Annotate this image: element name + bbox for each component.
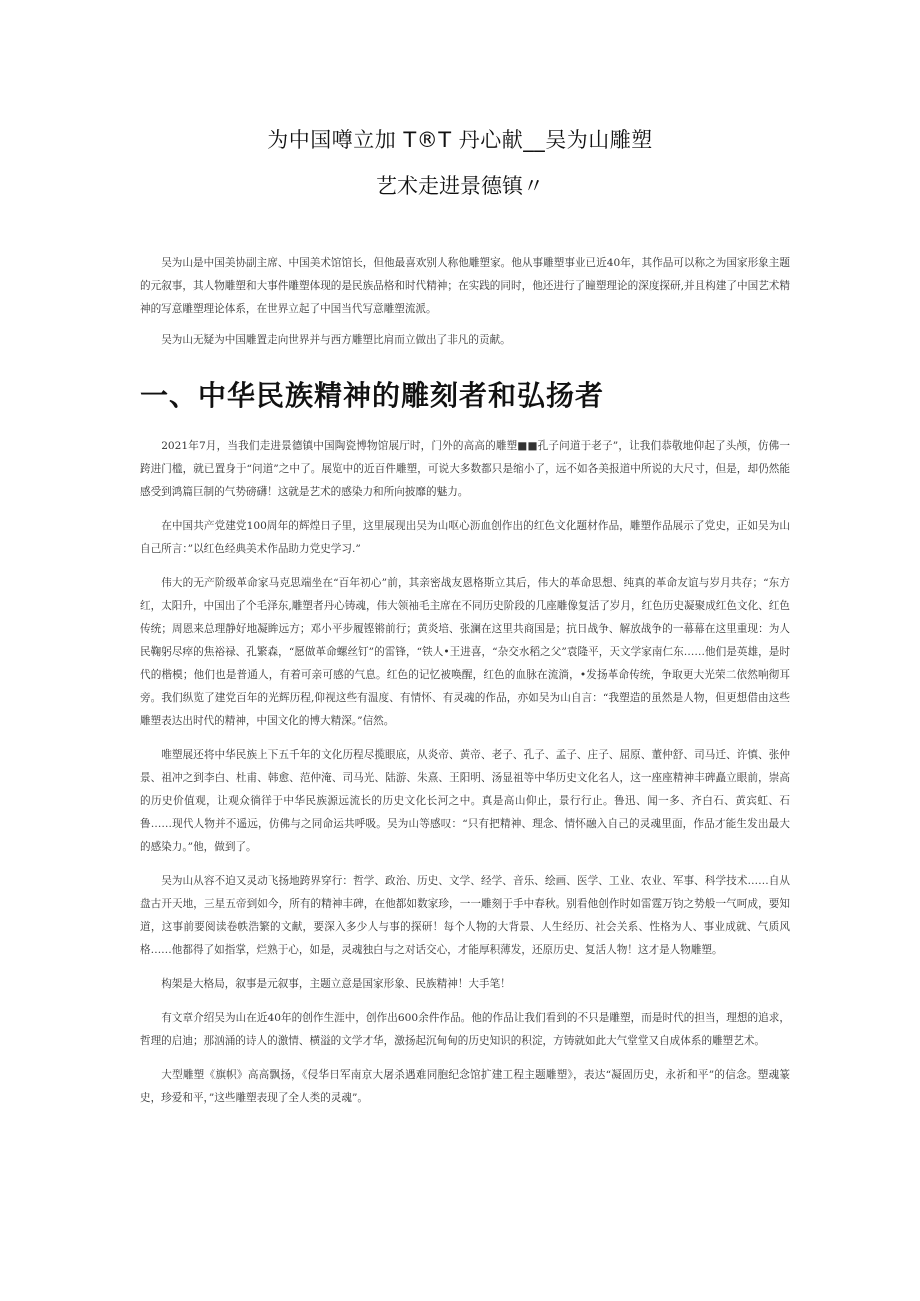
intro-paragraph: 吴为山是中国美协副主席、中国美术馆馆长，但他最喜欢别人称他雕塑家。他从事雕塑事业已近40年，其作品可以称之为国家形象主题的元叙事，其人物雕塑和大事件雕塑体现的是民族品格和时代精神；在实践的同时，他还进行了瞳塑理论的深度探研,并且构建了中国艺术精神的写意雕塑理论体系，在世界立起了中国当代写意雕塑流派。 (140, 257, 790, 315)
body-paragraph: 在中国共产党建党100周年的辉煌日子里，这里展现出吴为山呕心沥血创作出的红色文化题材作品，雕塑作品展示了党史，正如吴为山自己所言：”以红色经典美术作品助力党史学习.” (140, 520, 790, 555)
section-body (140, 435, 790, 1110)
document-title-line2: 艺术走进景德镇〃 (376, 174, 544, 198)
body-paragraph: 伟大的无产阶级革命家马克思端坐在“百年初心”前，其亲密战友恩格斯立其后，伟大的革命思想、纯真的革命友谊与岁月共存；“东方红，太阳升，中国出了个毛泽东,雕塑者丹心铸魂，伟大领袖毛主席在不同历史阶段的几座雕像复活了岁月，红色历史凝聚成红色文化、红色传统；周恩来总理静好地凝眸远方；邓小平步履铿锵前行；黄炎培、张澜在这里共商国是；抗日战争、解放战争的一幕幕在这里重现：为人民鞠躬尽瘁的焦裕禄、孔繁森，“愿做革命螺丝钉”的雷锋，“铁人•王进喜，“杂交水稻之父”袁隆平，天文学家南仁东……他们是英雄，是时代的楷模；他们也是普通人，有着可亲可感的气息。红色的记忆被唤醒，红色的血脉在流淌，•发扬革命传统，争取更大光荣二依然响彻耳旁。我们纵览了建党百年的光辉历程,仰视这些有温度、有情怀、有灵魂的作品，亦如吴为山自言：“我塑造的虽然是人物，但更想借由这些雕塑表达出时代的精神，中国文化的博大精深。”信然。 (140, 577, 790, 727)
body-paragraph: 构架是大格局，叙事是元叙事，主题立意是国家形象、民族精神！大手笔！ (161, 978, 511, 990)
body-paragraph: 大型雕塑《旗帜》高高飘扬，《侵华日军南京大屠杀遇难同胞纪念馆扩建工程主题雕塑》，表达“凝固历史，永祈和平”的信念。塑魂篆史，珍爱和平，”这些雕塑表现了全人类的灵魂”。 (140, 1069, 790, 1104)
body-paragraph: 2021年7月，当我们走进景德镇中国陶瓷博物馆展厅时，门外的高高的雕塑■■孔子问道于老子”，让我们恭敬地仰起了头颅，仿佛一跨进门槛，就已置身于“问道”之中了。展览中的近百件雕塑，可说大多数都只是缩小了，远不如各美报道中所说的大尺寸，但是，却仍然能感受到鸿篇巨制的气势磅礴！这就是艺术的感染力和所向披靡的魅力。 (140, 440, 790, 498)
document-title-line1: 为中国噂立加 T®T 丹心献__吴为山雕塑 (267, 128, 653, 152)
body-paragraph: 唯塑展还将中华民族上下五千年的文化历程尽揽眼底，从炎帝、黄帝、老子、孔子、孟子、庄子、屈原、董仲舒、司马迁、许慎、张仲景、祖冲之到李白、杜甫、韩愈、范仲淹、司马光、陆游、朱熹、王阳明、汤显祖等中华历史文化名人，这一座座精神丰碑矗立眼前，崇高的历史价值观，让观众徜徉于中华民族源远流长的历史文化长河之中。真是高山仰止，景行行止。鲁迅、闻一多、齐白石、黄宾虹、石鲁……现代人物并不遥远，仿佛与之同命运共呼吸。吴为山等感叹：“只有把精神、理念、情怀融入自己的灵魂里面，作品才能生发出最大的感染力。”他，做到了。 (140, 749, 790, 853)
intro-block (140, 252, 790, 352)
body-paragraph: 吴为山从容不迫又灵动飞扬地跨界穿行：哲学、政治、历史、文学、经学、音乐、绘画、医学、工业、农业、军事、科学技术……自从盘古开天地，三星五帝到如今，所有的精神丰碑，在他都如数家珍，一一雕刻于手中春秋。别看他创作时如雷霆万钧之势般一气呵成，要知道，这事前要阅读卷帙浩繁的文献，要深入多少人与事的探研！每个人物的大背景、人生经历、社会关系、性格为人、事业成就、气质风格……他都得了如指掌，烂熟于心，如是，灵魂独白与之对话交心，才能厚积薄发，还原历史、复活人物！这才是人物雕塑。 (140, 875, 790, 956)
body-paragraph: 有文章介绍吴为山在近40年的创作生涯中，创作出600余件作品。他的作品让我们看到的不只是雕塑，而是时代的担当，理想的追求，哲理的启迪；那汹涌的诗人的激情、横溢的文学才华，激扬起沉甸甸的历史知识的积淀，方铸就如此大气堂堂又自成体系的雕塑艺术。 (140, 1012, 790, 1047)
intro-paragraph: 吴为山无疑为中国雕置走向世界并与西方雕塑比肩而立做出了非凡的贡献。 (161, 334, 511, 346)
section-heading: 一、中华民族精神的雕刻者和弘扬者 (140, 379, 605, 412)
